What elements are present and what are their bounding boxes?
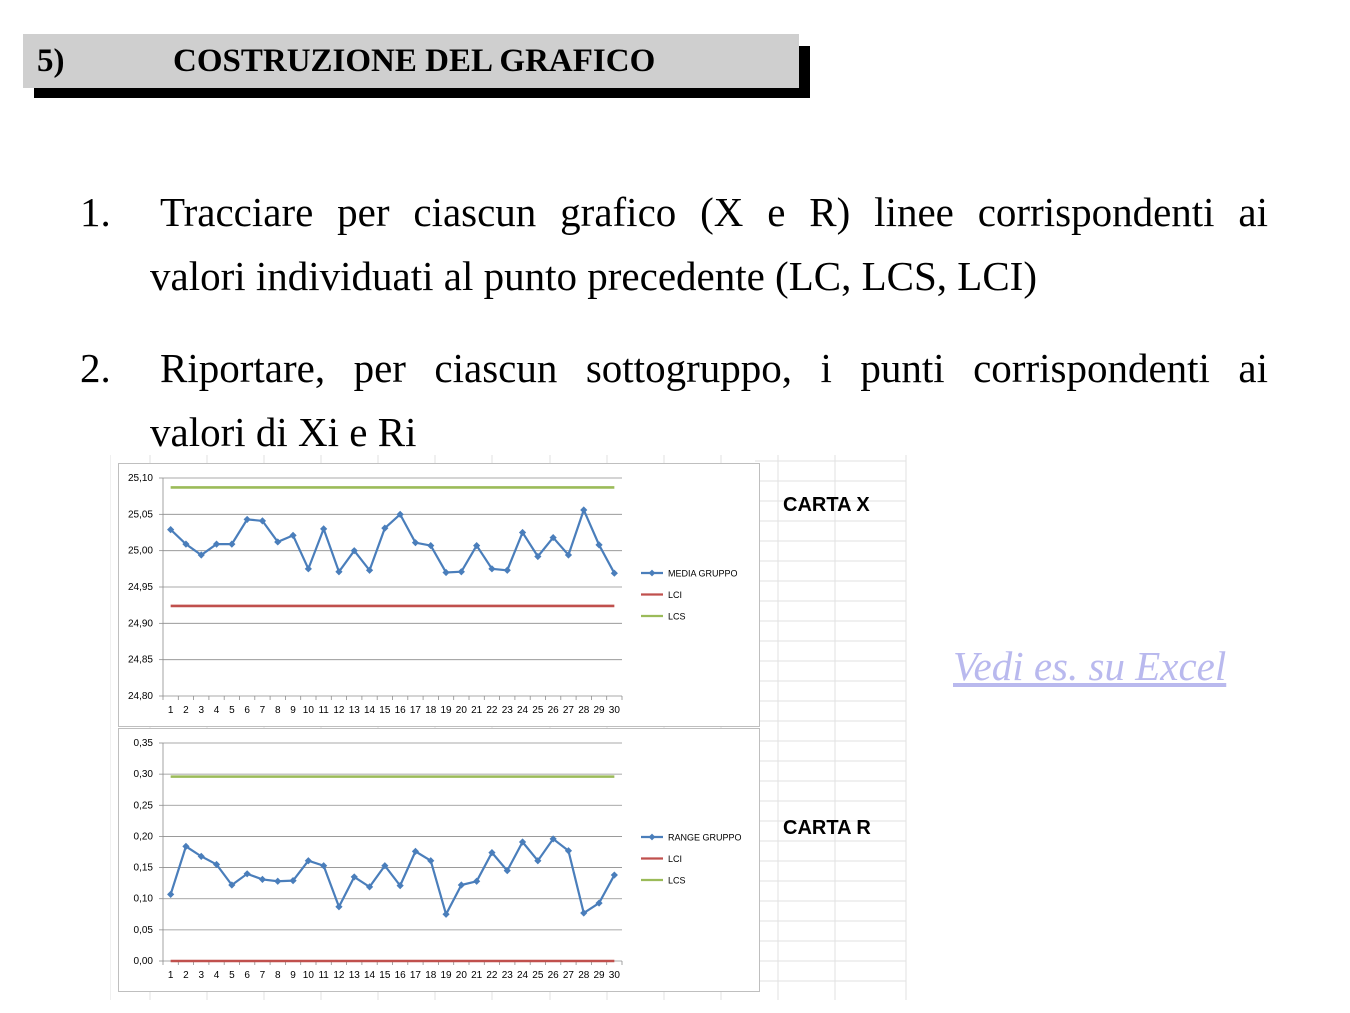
y-tick-label: 0,05 <box>133 924 153 936</box>
legend-marker <box>649 570 656 577</box>
y-tick-label: 0,10 <box>133 893 153 905</box>
x-tick-label: 12 <box>333 705 345 716</box>
list-item-text-line2: valori individuati al punto precedente (LC, LCS, LCI) <box>150 253 1037 299</box>
x-tick-label: 22 <box>486 970 498 981</box>
x-tick-label: 28 <box>578 970 590 981</box>
y-tick-label: 0,30 <box>133 769 153 781</box>
data-point <box>320 862 327 869</box>
list-item-number: 2. <box>80 345 111 391</box>
x-tick-label: 22 <box>486 705 498 716</box>
x-tick-label: 15 <box>379 705 391 716</box>
chart-carta-r-svg <box>119 729 759 991</box>
x-tick-label: 20 <box>455 970 467 981</box>
chart-carta-x-svg <box>119 464 759 726</box>
x-tick-label: 16 <box>394 970 406 981</box>
x-tick-label: 7 <box>259 705 266 716</box>
x-tick-label: 27 <box>562 970 575 981</box>
slide-title: COSTRUZIONE DEL GRAFICO <box>173 43 656 79</box>
x-tick-label: 26 <box>547 705 559 716</box>
x-tick-label: 29 <box>593 970 605 981</box>
x-tick-label: 14 <box>363 705 376 716</box>
slide-title-bar <box>23 34 799 88</box>
y-tick-label: 25,00 <box>127 545 153 557</box>
x-tick-label: 20 <box>455 705 467 716</box>
x-tick-label: 25 <box>532 705 544 716</box>
y-tick-label: 0,35 <box>133 738 153 749</box>
data-point <box>305 565 312 572</box>
data-point <box>320 525 327 532</box>
data-point <box>504 567 511 574</box>
x-tick-label: 18 <box>425 705 437 716</box>
y-tick-label: 25,10 <box>127 473 153 484</box>
x-tick-label: 18 <box>425 970 437 981</box>
carta-r-label: CARTA R <box>783 817 871 839</box>
x-tick-label: 7 <box>259 970 266 981</box>
y-tick-label: 24,90 <box>127 618 153 630</box>
x-tick-label: 24 <box>516 970 529 981</box>
x-tick-label: 26 <box>547 970 559 981</box>
list-item-text-line1: Tracciare per ciascun grafico (X e R) linee corrispondenti ai <box>160 189 1268 235</box>
x-tick-label: 10 <box>302 970 314 981</box>
legend-label: MEDIA GRUPPO <box>668 568 738 579</box>
data-point <box>274 878 281 885</box>
y-tick-label: 24,80 <box>127 691 153 702</box>
x-tick-label: 9 <box>290 970 296 981</box>
chart-carta-x <box>118 463 760 727</box>
x-tick-label: 5 <box>229 705 235 716</box>
data-point <box>259 876 266 883</box>
series-line-media-gruppo <box>171 510 615 573</box>
x-tick-label: 28 <box>578 705 590 716</box>
y-tick-label: 24,85 <box>127 654 153 666</box>
x-tick-label: 4 <box>213 970 220 981</box>
x-tick-label: 11 <box>318 970 329 981</box>
y-tick-label: 25,05 <box>127 509 153 521</box>
y-tick-label: 0,00 <box>133 956 153 967</box>
x-tick-label: 2 <box>183 705 189 716</box>
x-tick-label: 6 <box>244 705 250 716</box>
x-tick-label: 1 <box>167 705 174 716</box>
slide-number: 5) <box>37 43 65 79</box>
legend-label: RANGE GRUPPO <box>668 832 742 843</box>
x-tick-label: 8 <box>274 970 281 981</box>
x-tick-label: 8 <box>274 705 281 716</box>
x-tick-label: 3 <box>198 705 205 716</box>
x-tick-label: 15 <box>379 970 391 981</box>
x-tick-label: 21 <box>471 970 483 981</box>
x-tick-label: 23 <box>501 705 513 716</box>
x-tick-label: 19 <box>440 970 452 981</box>
data-point <box>167 891 174 898</box>
list-item-text-line2: valori di Xi e Ri <box>150 409 417 455</box>
x-tick-label: 19 <box>440 705 452 716</box>
legend-label: LCI <box>668 854 683 864</box>
x-tick-label: 21 <box>471 705 483 716</box>
excel-example-link[interactable]: Vedi es. su Excel <box>953 643 1227 689</box>
x-tick-label: 27 <box>562 705 575 716</box>
y-tick-label: 0,15 <box>133 862 153 874</box>
x-tick-label: 30 <box>608 970 620 981</box>
legend-label: LCS <box>668 611 686 622</box>
data-point <box>289 532 296 539</box>
legend-label: LCS <box>668 875 686 886</box>
x-tick-label: 13 <box>348 970 360 981</box>
x-tick-label: 5 <box>229 970 235 981</box>
y-tick-label: 0,25 <box>133 800 153 812</box>
x-tick-label: 30 <box>608 705 620 716</box>
x-tick-label: 9 <box>290 705 296 716</box>
x-tick-label: 13 <box>348 705 360 716</box>
legend-marker <box>649 834 656 841</box>
x-tick-label: 11 <box>318 705 329 716</box>
x-tick-label: 17 <box>409 970 422 981</box>
x-tick-label: 4 <box>213 705 220 716</box>
y-tick-label: 24,95 <box>127 582 153 593</box>
x-tick-label: 17 <box>409 705 422 716</box>
x-tick-label: 24 <box>516 705 529 716</box>
x-tick-label: 10 <box>302 705 314 716</box>
list-item-number: 1. <box>80 189 111 235</box>
series-line-range-gruppo <box>171 839 615 914</box>
legend-label: LCI <box>668 590 683 600</box>
x-tick-label: 1 <box>167 970 174 981</box>
data-point <box>580 506 587 513</box>
x-tick-label: 14 <box>363 970 376 981</box>
x-tick-label: 12 <box>333 970 345 981</box>
x-tick-label: 2 <box>183 970 189 981</box>
chart-carta-r <box>118 728 760 992</box>
carta-x-label: CARTA X <box>783 494 870 516</box>
x-tick-label: 29 <box>593 705 605 716</box>
x-tick-label: 16 <box>394 705 406 716</box>
x-tick-label: 23 <box>501 970 513 981</box>
x-tick-label: 25 <box>532 970 544 981</box>
x-tick-label: 6 <box>244 970 250 981</box>
list-item-text-line1: Riportare, per ciascun sottogruppo, i punti corrispondenti ai <box>160 345 1268 391</box>
y-tick-label: 0,20 <box>133 831 153 843</box>
x-tick-label: 3 <box>198 970 205 981</box>
